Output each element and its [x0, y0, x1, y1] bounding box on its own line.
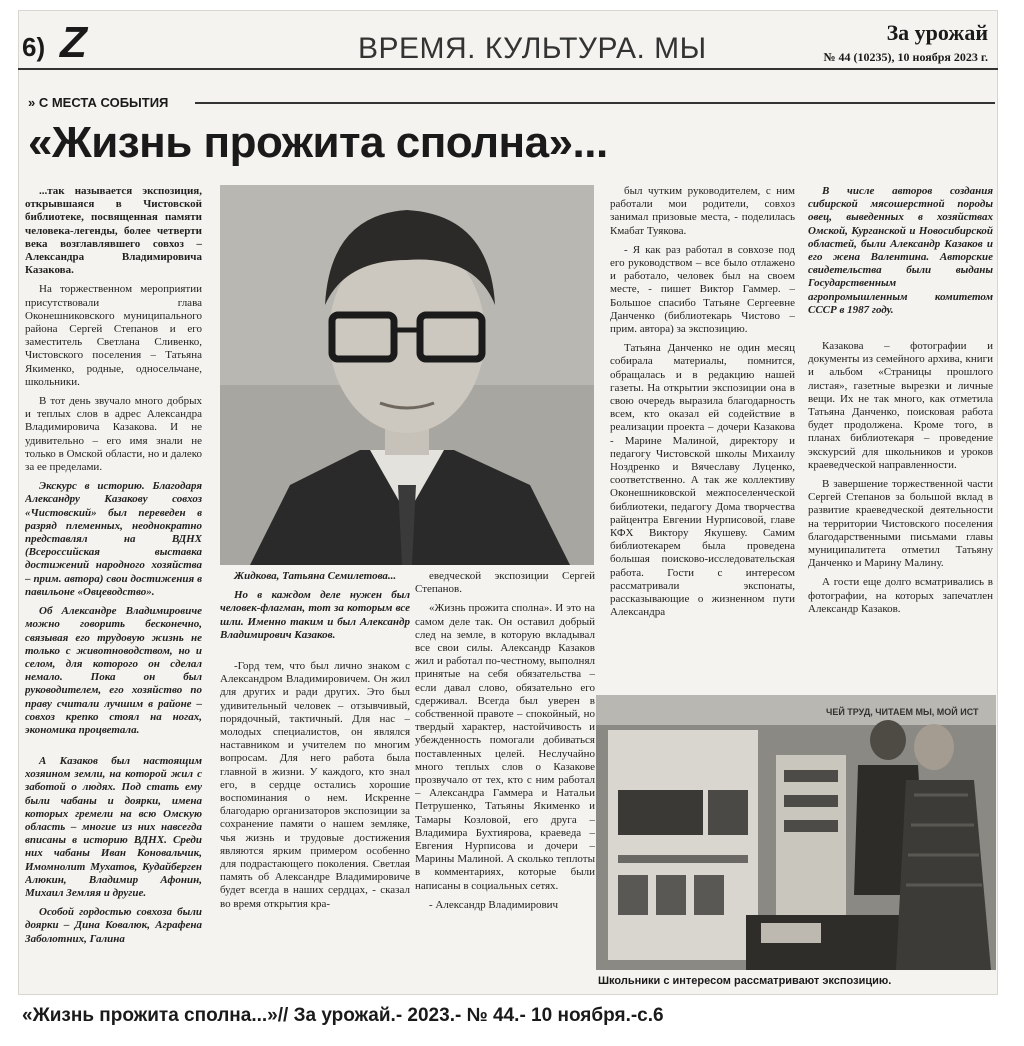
page-header	[18, 10, 998, 70]
article-column-4	[610, 185, 795, 685]
article-headline: «Жизнь прожита сполна»...	[28, 118, 608, 167]
paragraph: В завершение торжественной части Сергей Степанов за большой вклад в развитие краеведческой деятельности на территории Чистовского поселения благодарственными письмами главы муниципалитета отметил Татьяну Данченко и Марину Малину.	[808, 478, 993, 570]
paragraph: В числе авторов создания сибирской мясошерстной породы овец, выведенных в хозяйствах Омской, Курганской и Новосибирской областей, были Александр Казаков и его жена Валентина. Авторские свидетельства были выданы Государственным агропромышленным комитетом СССР в 1987 году.	[808, 185, 993, 316]
page-number: 6)	[22, 32, 46, 62]
paragraph: Жидкова, Татьяна Семилетова...	[234, 570, 397, 582]
article-column-5	[808, 340, 993, 690]
newspaper-name: За урожай	[886, 20, 988, 45]
article-column-3	[415, 570, 595, 980]
article-column-1	[25, 185, 202, 755]
photo-caption: Школьники с интересом рассматривают экспозицию.	[598, 975, 892, 987]
citation-line: «Жизнь прожита сполна...»// За урожай.- 2023.- № 44.- 10 ноября.-с.6	[22, 1005, 664, 1026]
rubric-divider	[195, 102, 995, 104]
paragraph: Особой гордостью совхоза были доярки – Дина Ковалюк, Аграфена Заболотних, Галина	[25, 906, 202, 945]
paragraph: - Я как раз работал в совхозе под его руководством – все было отлажено и работало, человек был на своем месте, - пишет Виктор Гаммер. – Большое спасибо Татьяне Сергеевне Данченко (библиотекарь Чистово – прим. автора) за экспозицию.	[610, 243, 795, 336]
article-column-2	[220, 660, 410, 980]
exhibition-illustration	[596, 695, 996, 970]
section-title: ВРЕМЯ. КУЛЬТУРА. МЫ	[358, 32, 707, 65]
lead-paragraph: ...так называется экспозиция, открывшаяся в Чистовской библиотеке, посвященная памяти человека-легенды, более четверти века возглавлявшего совхоз – Александра Владимировича Казакова.	[25, 185, 202, 277]
paragraph: еведческой экспозиции Сергей Степанов.	[415, 570, 595, 596]
paragraph: - Александр Владимирович	[429, 898, 559, 911]
portrait-illustration	[220, 185, 594, 565]
paragraph: Об Александре Владимировиче можно говорить бесконечно, связывая его трудовую жизнь не только с животноводством, но и селом, для которого он сделал немало. Пока он был руководителем, его хозяйство по праву считали лучшим в районе – совхоз крепко стоял на ногах, экономика процветала.	[25, 605, 202, 736]
issue-info: № 44 (10235), 10 ноября 2023 г.	[823, 50, 988, 64]
paragraph: Татьяна Данченко не один месяц собирала материалы, помнится, обращалась и в редакцию нашей газеты. На открытии экспозиции она в свою очередь выразила благодарность всем, кто оказал ей содействие в реализации проекта – дочери Казакова - Марине Малиной, директору и педагогу Чистовской школы Михаилу Ноздренко и Вячеславу Луценко, соответственно. А так же коллективу Оконешниковской межпоселенческой библиотеки, педагогу Дома творчества райцентра Евгении Нурписовой, главе КФХ Виктору Якушеву. Самим библиотекарем была проведена большая поисково-исследовательская работа. Гости с интересом рассматривали экспонаты, рассказывающие о жизненном пути Александра	[610, 342, 795, 619]
paragraph: Казакова – фотографии и документы из семейного архива, книги и альбом «Страницы прошлого листая», газетные вырезки и личные вещи. Их не так много, как отметила Татьяна Данченко, поисковая работа будет продолжена. Кроме того, в планах библиотекаря – проведение экскурсий для школьников и уроков краеведческой направленности.	[808, 340, 993, 471]
paragraph: был чутким руководителем, с ним работали мои родители, совхоз занимал призовые места, - поделилась Кмабат Туякова.	[610, 185, 795, 237]
paragraph: А Казаков был настоящим хозяином земли, на которой жил с заботой о людях. Под стать ему были чабаны и доярки, имена которых гремели на всю Омскую область – многие из них навсегда вписаны в историю ВДНХ. Среди них чабаны Иван Коновальчик, Имомнолит Мухатов, Кудайберген Алюкин, Владимир Афонин, Михаил Земляя и другие.	[25, 755, 202, 900]
excursus-paragraph: Экскурс в историю. Благодаря Александру Казакову совхоз «Чистовский» был переведен в разряд племенных, неоднократно представлял на ВДНХ (Всероссийская выставка достижений народного хозяйства – прим. автора) свои достижения в павильоне «Овцеводство».	[25, 480, 202, 598]
portrait-photo	[220, 185, 594, 565]
article-column-1-continued	[25, 755, 202, 995]
banner-text: ЧЕЙ ТРУД, ЧИТАЕМ МЫ, МОЙ ИСТ	[826, 707, 979, 717]
quote-paragraph: -Горд тем, что был лично знаком с Александром Владимировичем. Он жил для других и ради других. Это был удивительный человек – отзывчивый, порядочный, тактичный. Для нас – молодых специалистов, он являлся наставником и учителем по многим вопросам. Для него работа была главной в жизни. У каждого, кто знал его, в сердце остались хорошие воспоминания о нем. Искренне благодарю организаторов экспозиции за сохранение памяти о нашем земляке, чья жизнь и трудовые достижения являются ярким примером особенно для подрастающего поколения. Светлая память об Александре Владимировиче будет всегда в наших сердцах, - сказал во время открытия кра-	[220, 660, 410, 910]
paragraph: На торжественном мероприятии присутствовали глава Оконешниковского муниципального района Сергей Степанов и его заместитель Светлана Сливенко, Чистовского поселения – Татьяна Якименко, родные, односельчане, школьники.	[25, 283, 202, 388]
sidebar-note	[808, 185, 993, 335]
paragraph: «Жизнь прожита сполна». И это на самом деле так. Он оставил добрый след на земле, в которую вкладывал все свои силы. Александр Казаков жил и работал по-честному, выполнял принятые на себя обязательства – если давал слово, обязательно его сдерживал. Всегда был уверен в собственной правоте – спокойный, но твердый характер, настойчивость и убежденность помогали добиваться поставленных целей. Неслучайно много теплых слов о Казакове прозвучало от тех, кто с ним работал – Александра Гаммера и Натальи Петрушенко, Татьяны Якименко и Тамары Козловой, его друга – Владимира Бухтиярова, краеведа – Евгения Нурписова и дочери – Марины Малиной. А сколько теплоты в комментариях, которые были написаны в социальных сетях.	[415, 602, 595, 892]
paragraph: Но в каждом деле нужен был человек-флагман, тот за которым все шли. Именно таким и был Александр Владимирович Казаков.	[220, 589, 410, 641]
z-logo: Z	[60, 18, 87, 67]
paragraph: А гости еще долго всматривались в фотографии, на которых запечатлен Александр Казаков.	[808, 576, 993, 615]
exhibition-photo	[596, 695, 996, 970]
rubric-label: » С МЕСТА СОБЫТИЯ	[28, 95, 169, 110]
paragraph: В тот день звучало много добрых и теплых слов в адрес Александра Владимировича Казакова. И не удивительно – его имя знали не только в Омской области, но и далеко за ее пределами.	[25, 395, 202, 474]
